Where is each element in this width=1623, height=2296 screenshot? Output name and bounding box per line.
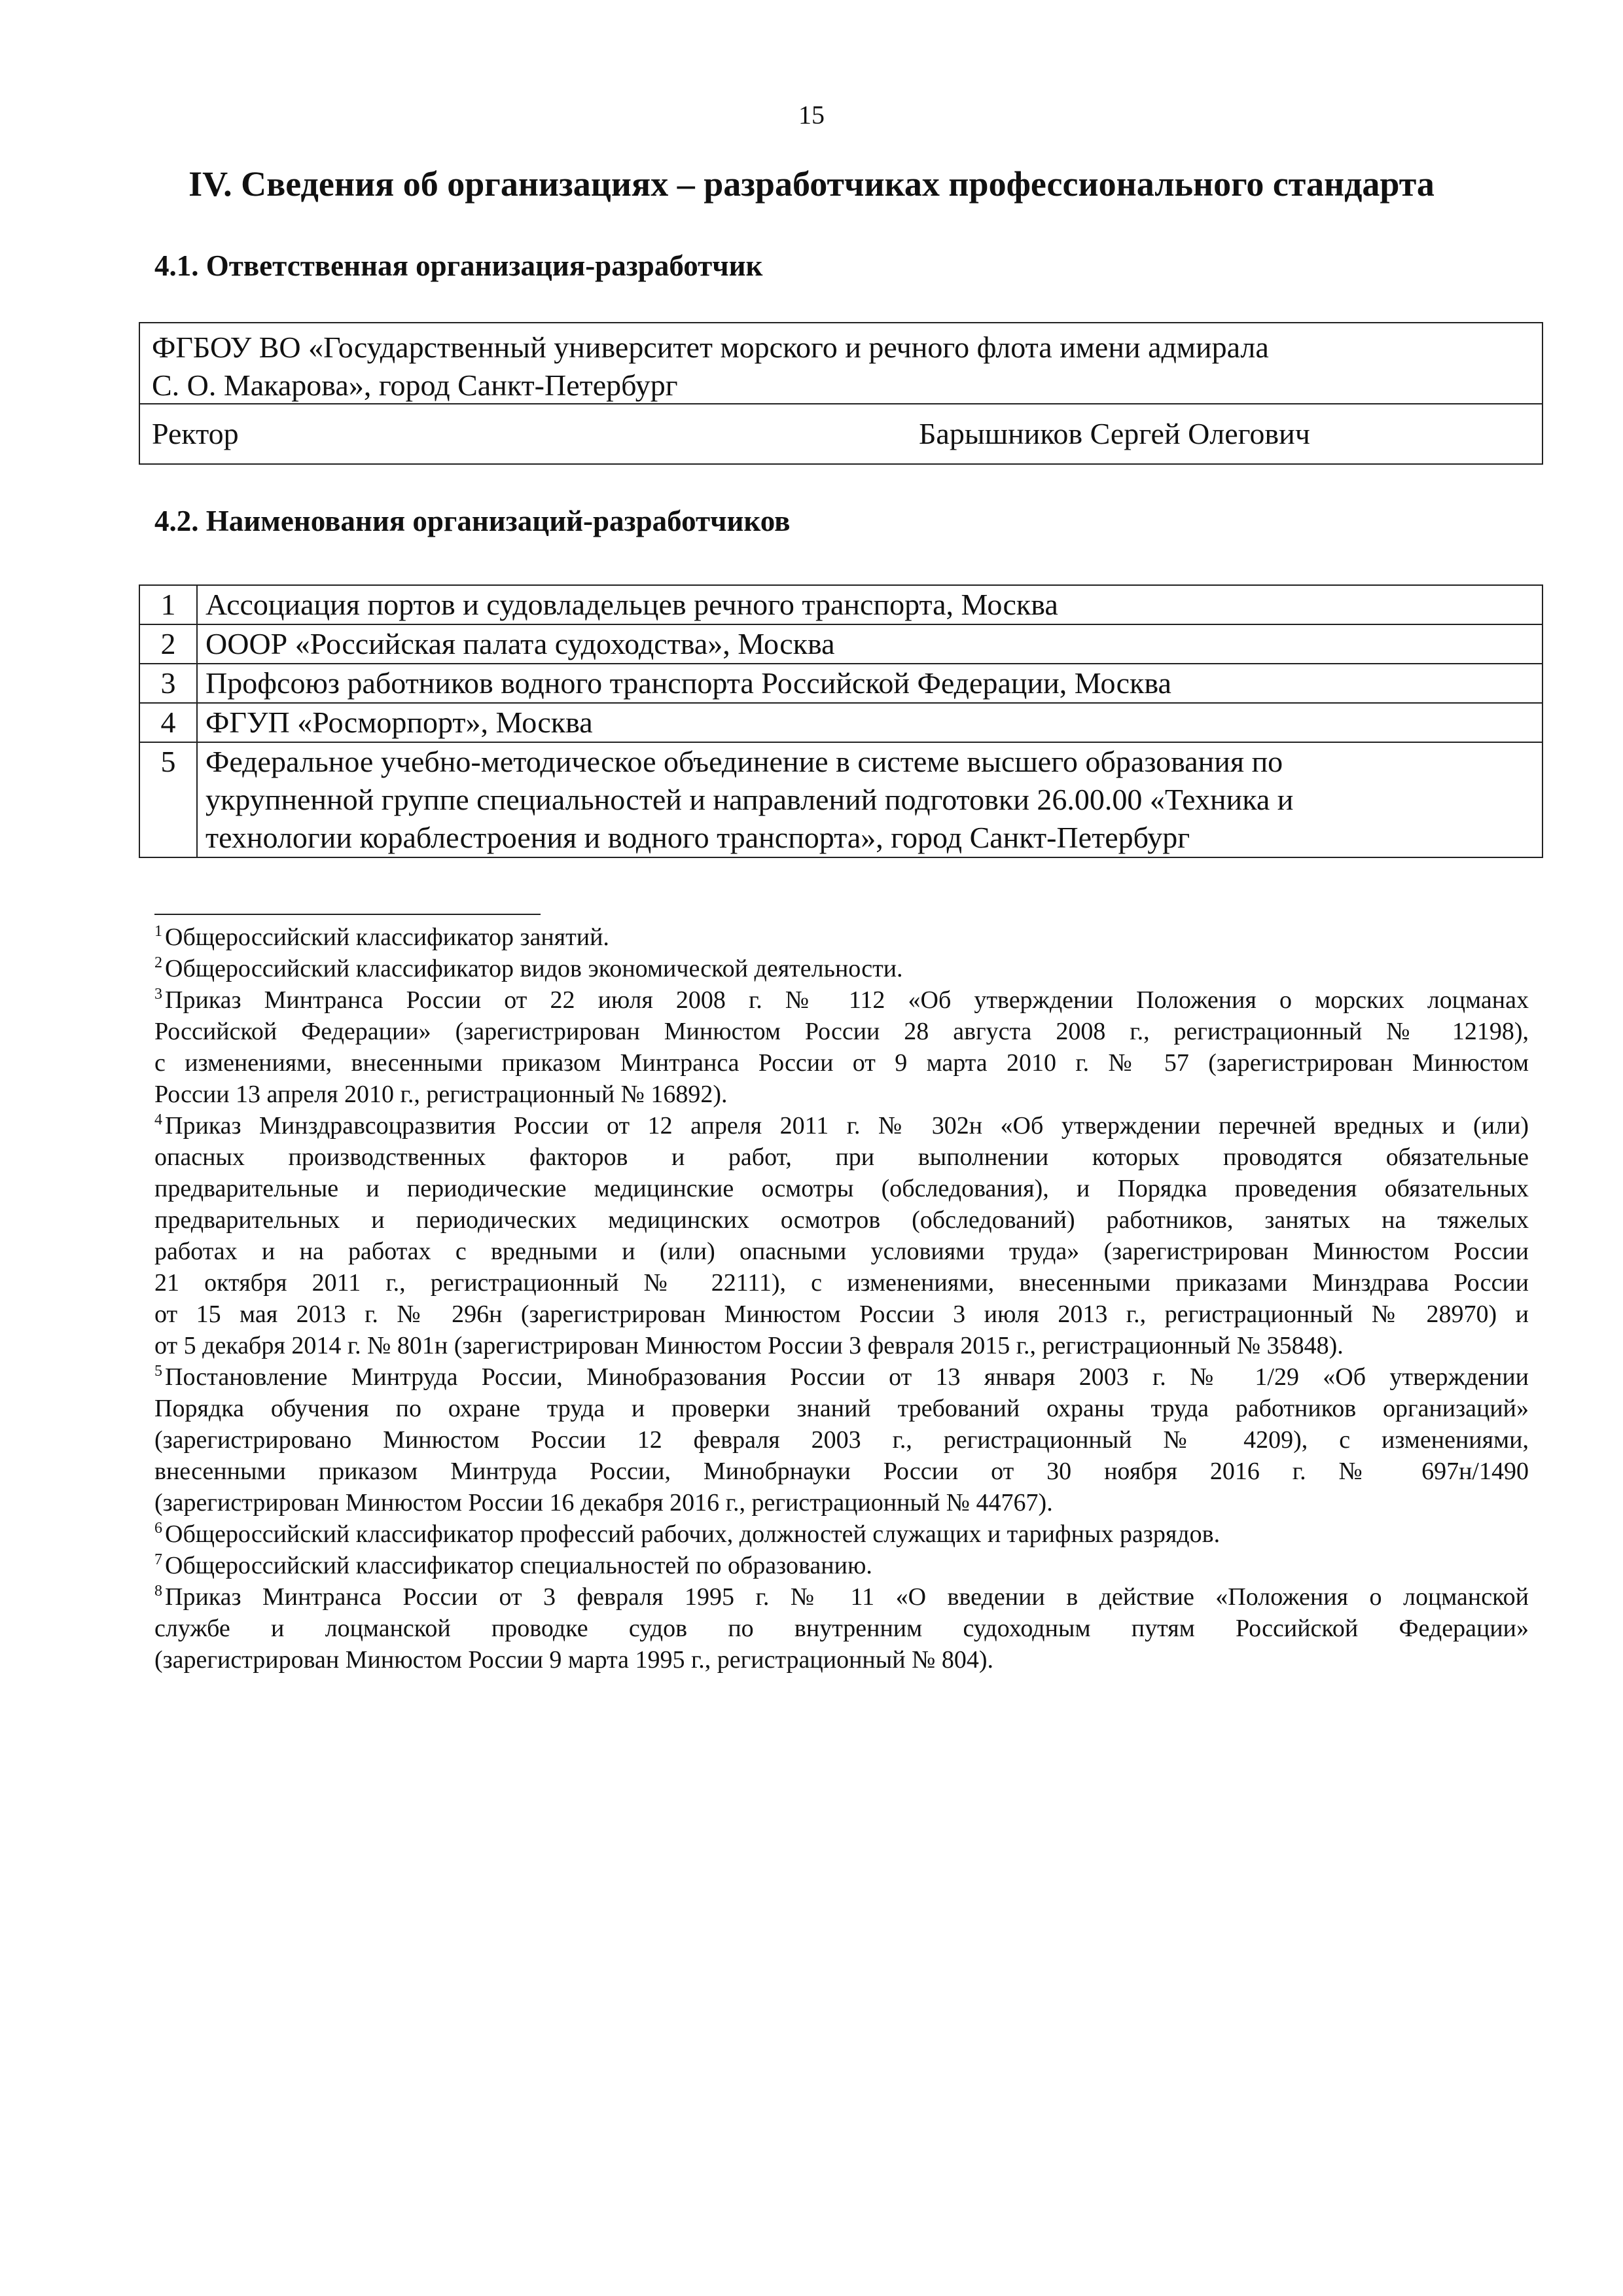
footnote-text: Общероссийский классификатор видов экономической деятельности. <box>165 955 903 982</box>
org-name-line: Ассоциация портов и судовладельцев речного транспорта, Москва <box>205 588 1058 621</box>
table-row <box>139 664 1543 703</box>
footnote-line <box>154 984 1529 1016</box>
footnote-line: работах и на работах с вредными и (или) опасными условиями труда» (зарегистрирован Минюстом России <box>154 1238 1529 1265</box>
responsible-org-line: ФГБОУ ВО «Государственный университет морского и речного флота имени адмирала <box>152 331 1269 364</box>
footnote-6 <box>154 1518 1529 1550</box>
responsible-signatory-row <box>140 404 1542 463</box>
footnote-marker: 8 <box>154 1583 162 1600</box>
org-name-line: ОООР «Российская палата судоходства», Москва <box>205 627 835 660</box>
footnote-marker: 6 <box>154 1520 162 1537</box>
developer-orgs-table <box>139 584 1543 858</box>
footnote-line: предварительные и периодические медицинские осмотры (обследования), и Порядка проведения обязательных <box>154 1175 1529 1202</box>
page-number: 15 <box>798 100 825 130</box>
footnote-3 <box>154 984 1529 1110</box>
section-title: IV. Сведения об организациях – разработчиках профессионального стандарта <box>188 164 1435 204</box>
table-row <box>139 703 1543 742</box>
footnote-line: 21 октября 2011 г., регистрационный № 22111), с изменениями, внесенными приказами Минздрава России <box>154 1269 1529 1297</box>
footnote-line <box>154 1110 1529 1141</box>
footnote-4 <box>154 1110 1529 1361</box>
footnote-line: (зарегистрирован Минюстом России 9 марта 1995 г., регистрационный № 804). <box>154 1646 994 1674</box>
responsible-org-name <box>140 323 1542 404</box>
footnote-5 <box>154 1361 1529 1518</box>
footnote-text: Постановление Минтруда России, Минобразования России от 13 января 2003 г. № 1/29 «Об утверждении <box>165 1363 1529 1391</box>
signatory-name: Барышников Сергей Олегович <box>919 417 1310 450</box>
footnote-7 <box>154 1550 1529 1581</box>
responsible-org-heading: 4.1. Ответственная организация-разработчик <box>154 249 763 282</box>
footnote-line: Порядка обучения по охране труда и проверки знаний требований охраны труда работников организаций» <box>154 1395 1529 1422</box>
footnote-line: от 15 мая 2013 г. № 296н (зарегистрирован Минюстом России 3 июля 2013 г., регистрационный № 28970) и <box>154 1300 1529 1328</box>
footnote-8 <box>154 1581 1529 1676</box>
footnote-line <box>154 922 1529 953</box>
footnote-line <box>154 1361 1529 1393</box>
footnote-line <box>154 1581 1529 1613</box>
footnote-text: Общероссийский классификатор специальностей по образованию. <box>165 1552 872 1579</box>
footnote-line: опасных производственных факторов и работ, при выполнении которых проводятся обязательные <box>154 1143 1529 1171</box>
org-name <box>197 585 1543 624</box>
org-name <box>197 703 1543 742</box>
footnote-marker: 3 <box>154 986 162 1003</box>
org-name-line: ФГУП «Росморпорт», Москва <box>205 706 593 739</box>
footnote-text: Приказ Минздравсоцразвития России от 12 апреля 2011 г. № 302н «Об утверждении перечней вредных и (или) <box>165 1112 1529 1139</box>
table-row <box>139 585 1543 624</box>
row-number: 2 <box>139 624 197 664</box>
row-number: 3 <box>139 664 197 703</box>
footnote-text: Общероссийский классификатор профессий рабочих, должностей служащих и тарифных разрядов. <box>165 1520 1221 1548</box>
org-name-line: укрупненной группе специальностей и направлений подготовки 26.00.00 «Техника и <box>205 783 1294 816</box>
responsible-org-table <box>139 322 1543 465</box>
footnote-line: предварительных и периодических медицинских осмотров (обследований) работников, занятых на тяжелых <box>154 1206 1529 1234</box>
footnote-text: Общероссийский классификатор занятий. <box>165 924 609 951</box>
org-name-line: Федеральное учебно-методическое объединение в системе высшего образования по <box>205 745 1283 778</box>
footnote-separator <box>154 914 541 915</box>
org-name <box>197 742 1543 857</box>
footnotes <box>154 922 1529 1676</box>
footnote-line <box>154 1550 1529 1581</box>
org-name <box>197 664 1543 703</box>
table-row <box>139 742 1543 857</box>
footnote-marker: 1 <box>154 923 162 941</box>
footnote-line <box>154 953 1529 984</box>
footnote-1 <box>154 922 1529 953</box>
footnote-line: с изменениями, внесенными приказом Минтранса России от 9 марта 2010 г. № 57 (зарегистрирован Минюстом <box>154 1049 1529 1077</box>
footnote-line: Российской Федерации» (зарегистрирован Минюстом России 28 августа 2008 г., регистрационный № 12198), <box>154 1018 1529 1045</box>
footnote-text: Приказ Минтранса России от 22 июля 2008 г. № 112 «Об утверждении Положения о морских лоцманах <box>165 986 1529 1014</box>
footnote-line: России 13 апреля 2010 г., регистрационный № 16892). <box>154 1081 728 1108</box>
developer-orgs-heading: 4.2. Наименования организаций-разработчиков <box>154 505 791 537</box>
org-name <box>197 624 1543 664</box>
responsible-org-line: С. О. Макарова», город Санкт-Петербург <box>152 368 678 402</box>
row-number: 1 <box>139 585 197 624</box>
footnote-marker: 2 <box>154 954 162 972</box>
footnote-line: службе и лоцманской проводке судов по внутренним судоходным путям Российской Федерации» <box>154 1615 1529 1642</box>
footnote-line: (зарегистрировано Минюстом России 12 февраля 2003 г., регистрационный № 4209), с изменениями, <box>154 1426 1529 1454</box>
row-number: 4 <box>139 703 197 742</box>
footnote-marker: 5 <box>154 1363 162 1380</box>
footnote-line: внесенными приказом Минтруда России, Минобрнауки России от 30 ноября 2016 г. № 697н/1490 <box>154 1458 1529 1485</box>
signatory-position: Ректор <box>152 417 239 450</box>
footnote-line: (зарегистрирован Минюстом России 16 декабря 2016 г., регистрационный № 44767). <box>154 1489 1053 1516</box>
footnote-line <box>154 1518 1529 1550</box>
footnote-line: от 5 декабря 2014 г. № 801н (зарегистрирован Минюстом России 3 февраля 2015 г., регистрационный № 35848). <box>154 1332 1344 1359</box>
table-row <box>139 624 1543 664</box>
footnote-marker: 7 <box>154 1551 162 1569</box>
footnote-2 <box>154 953 1529 984</box>
row-number: 5 <box>139 742 197 857</box>
footnote-marker: 4 <box>154 1111 162 1129</box>
org-name-line: технологии кораблестроения и водного транспорта», город Санкт-Петербург <box>205 821 1190 854</box>
footnote-text: Приказ Минтранса России от 3 февраля 1995 г. № 11 «О введении в действие «Положения о лоцманской <box>165 1583 1529 1611</box>
org-name-line: Профсоюз работников водного транспорта Российской Федерации, Москва <box>205 666 1171 700</box>
